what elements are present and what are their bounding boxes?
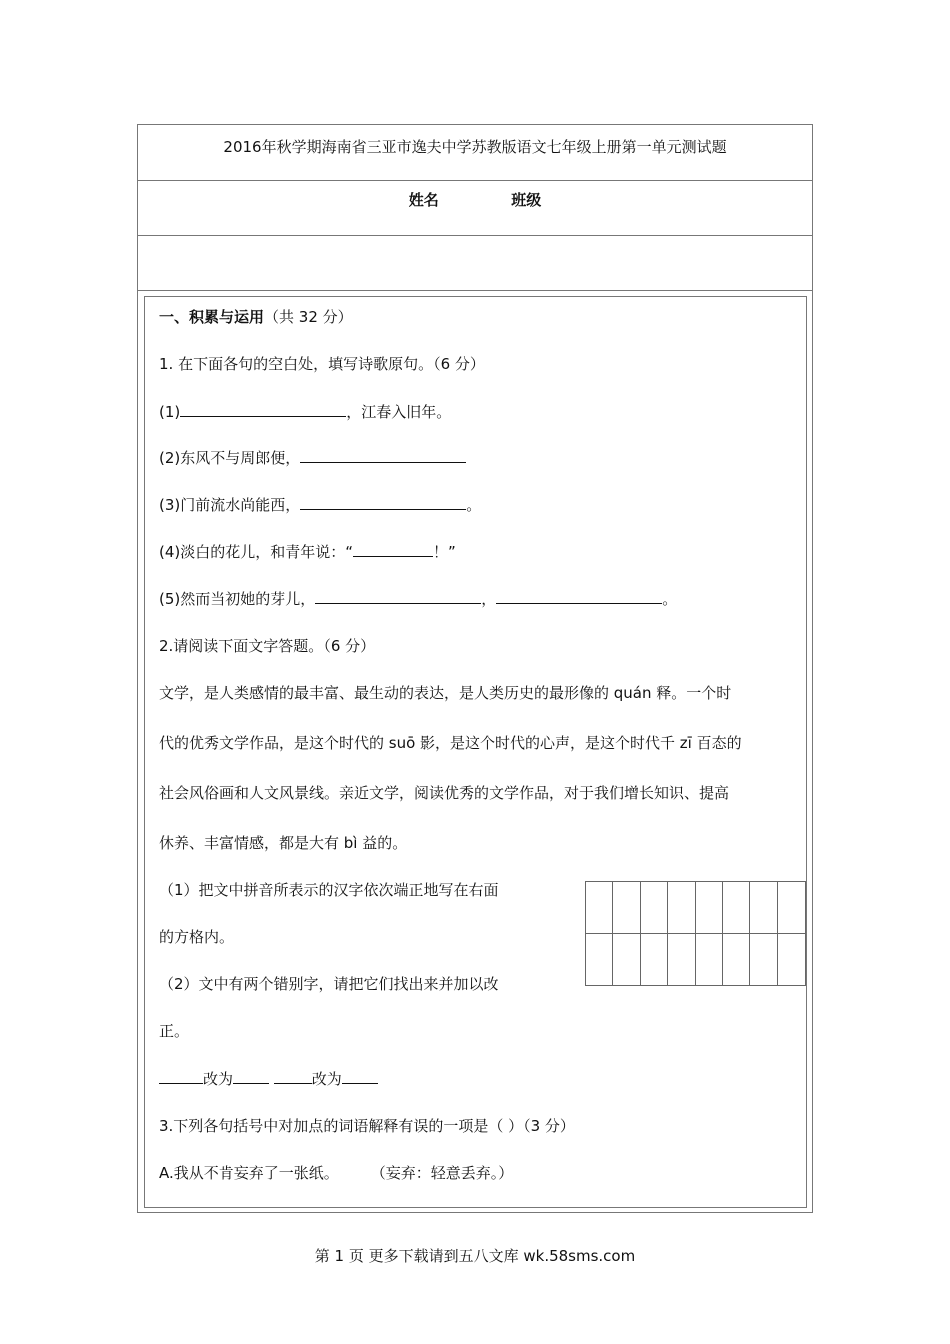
correction-line: 改为 改为 bbox=[159, 1068, 378, 1089]
grid-cell[interactable] bbox=[613, 882, 640, 934]
q2-sub1-line2: 的方格内。 bbox=[159, 928, 235, 946]
passage-line: 代的优秀文学作品，是这个时代的 suō 影，是这个时代的心声，是这个时代千 zī 百态的 bbox=[159, 734, 742, 752]
grid-cell[interactable] bbox=[641, 934, 668, 986]
class-label: 班级 bbox=[511, 191, 542, 209]
grid-cell[interactable] bbox=[778, 934, 805, 986]
grid-cell[interactable] bbox=[750, 882, 777, 934]
answer-blank[interactable] bbox=[353, 542, 433, 557]
question-box bbox=[144, 296, 807, 1208]
q2-sub1-line1: （1）把文中拼音所表示的汉字依次端正地写在右面 bbox=[159, 881, 499, 899]
name-label: 姓名 bbox=[408, 191, 439, 209]
answer-grid[interactable] bbox=[585, 881, 806, 986]
q1-item-4: (4)淡白的花儿，和青年说：“ ！” bbox=[159, 543, 456, 561]
exam-title: 2016年秋学期海南省三亚市逸夫中学苏教版语文七年级上册第一单元测试题 bbox=[223, 138, 727, 156]
passage-line: 休养、丰富情感，都是大有 bì 益的。 bbox=[159, 834, 408, 852]
q2-sub2-line2: 正。 bbox=[159, 1022, 190, 1040]
answer-blank[interactable] bbox=[300, 495, 466, 510]
grid-cell[interactable] bbox=[586, 882, 613, 934]
q1-prompt: 1. 在下面各句的空白处，填写诗歌原句。（6 分） bbox=[159, 355, 485, 373]
grid-cell[interactable] bbox=[696, 882, 723, 934]
grid-cell[interactable] bbox=[586, 934, 613, 986]
answer-blank[interactable] bbox=[300, 448, 466, 463]
q3-option-a: A.我从不肯妄弃了一张纸。 （妄弃：轻意丢弃。） bbox=[159, 1164, 514, 1182]
grid-cell[interactable] bbox=[668, 934, 695, 986]
q2-sub2-line1: （2）文中有两个错别字，请把它们找出来并加以改 bbox=[159, 975, 499, 993]
blank-row bbox=[138, 236, 812, 291]
name-class-labels bbox=[138, 189, 812, 210]
passage-line: 文学，是人类感情的最丰富、最生动的表达，是人类历史的最形像的 quán 释。一个时 bbox=[159, 684, 732, 702]
grid-cell[interactable] bbox=[641, 882, 668, 934]
grid-cell[interactable] bbox=[723, 882, 750, 934]
q1-item-2: (2)东风不与周郎便， bbox=[159, 447, 466, 468]
q2-prompt: 2.请阅读下面文字答题。（6 分） bbox=[159, 637, 376, 655]
q1-item-5: (5)然而当初她的芽儿， ， 。 bbox=[159, 590, 678, 608]
answer-blank[interactable] bbox=[315, 589, 481, 604]
grid-cell[interactable] bbox=[613, 934, 640, 986]
wrong-char-blank[interactable] bbox=[274, 1069, 312, 1084]
grid-cell[interactable] bbox=[668, 882, 695, 934]
wrong-char-blank[interactable] bbox=[159, 1069, 203, 1084]
q1-item-3: (3)门前流水尚能西， 。 bbox=[159, 496, 482, 514]
grid-cell[interactable] bbox=[696, 934, 723, 986]
passage-line: 社会风俗画和人文风景线。亲近文学，阅读优秀的文学作品，对于我们增长知识、提高 bbox=[159, 784, 730, 802]
exam-table bbox=[137, 124, 813, 1213]
correct-char-blank[interactable] bbox=[233, 1069, 269, 1084]
q1-item-1: (1) ，江春入旧年。 bbox=[159, 403, 452, 421]
grid-cell[interactable] bbox=[778, 882, 805, 934]
page-footer: 第 1 页 更多下载请到五八文库 wk.58sms.com bbox=[314, 1247, 636, 1265]
answer-blank[interactable] bbox=[180, 402, 346, 417]
correct-char-blank[interactable] bbox=[342, 1069, 378, 1084]
q3-prompt: 3.下列各句括号中对加点的词语解释有误的一项是（ ）（3 分） bbox=[159, 1117, 575, 1135]
answer-blank[interactable] bbox=[496, 589, 662, 604]
grid-cell[interactable] bbox=[750, 934, 777, 986]
grid-cell[interactable] bbox=[723, 934, 750, 986]
section-heading: 一、积累与运用（共 32 分） bbox=[159, 308, 353, 326]
